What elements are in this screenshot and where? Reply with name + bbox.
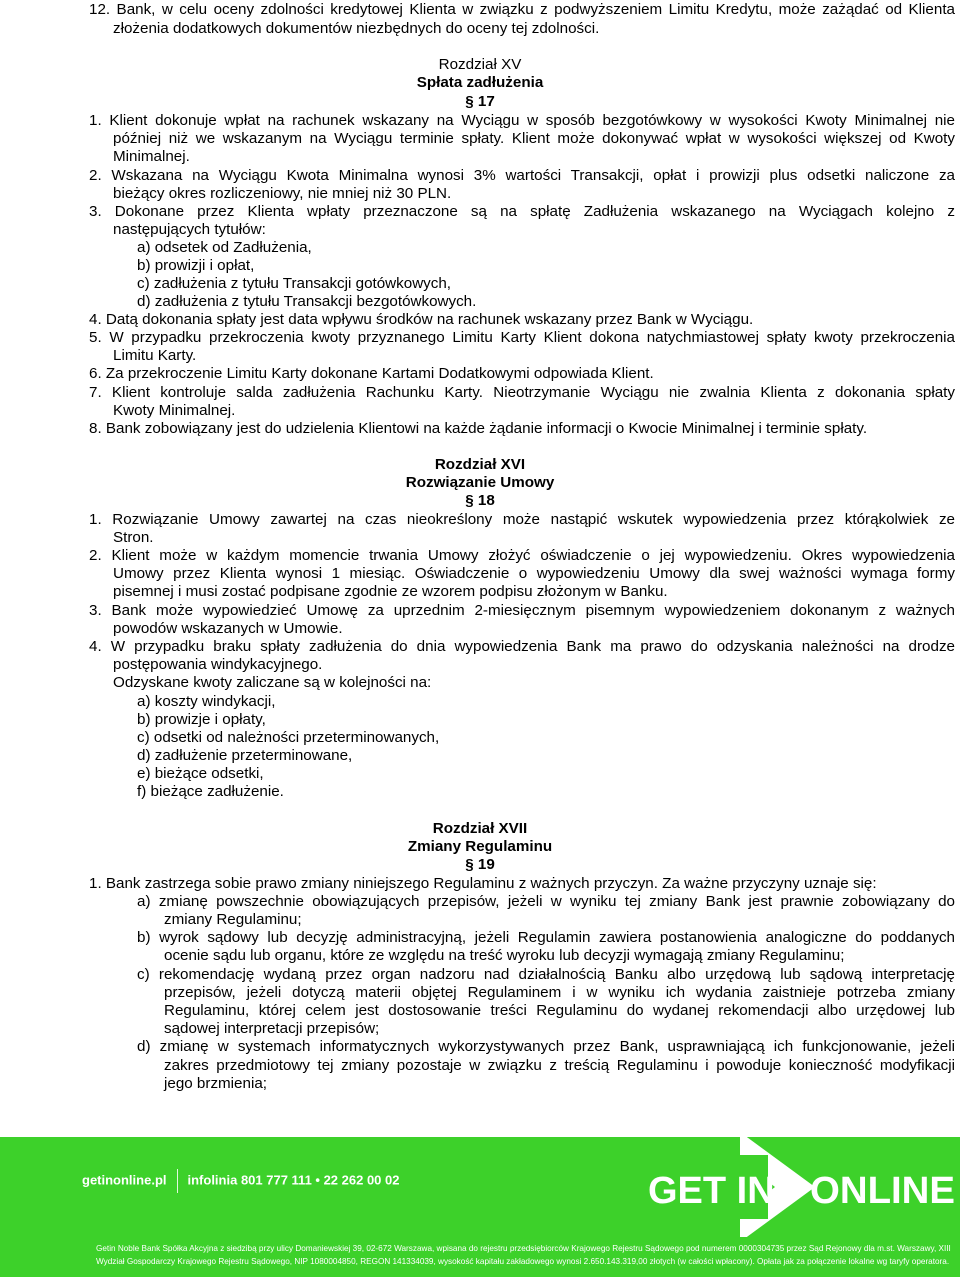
legal-line-2: Wydział Gospodarczy Krajowego Rejestru Sądowego, NIP 1080004850, REGON 141334039, wysokość kapitału zakładowego wynosi 2.650.143.319,00 złotych (w całości wpłacony). Opłata jak za połączenie lokalne wg taryfy operatora.	[96, 1257, 950, 1266]
ch16-line-8: 4. W przypadku braku spłaty zadłużenia do dnia wypowiedzenia Bank ma prawo do odzyskania należności na drodze	[89, 638, 955, 655]
chapter-15-subtitle: Spłata zadłużenia	[416, 74, 544, 91]
ch17-item-c-2: przepisów, jeżeli dotyczą materii objętej Regulaminem i w wyniku ich wydania zaistnieje potrzeba zmiany	[164, 984, 955, 1001]
ch17-item-d-1: d) zmianę w systemach informatycznych wykorzystywanych przez Bank, usprawniającą ich funkcjonowanie, jeżeli	[137, 1038, 955, 1055]
paragraph-18-heading: § 18	[465, 492, 495, 509]
footer-separator	[177, 1169, 178, 1193]
ch17-line-1: 1. Bank zastrzega sobie prawo zmiany niniejszego Regulaminu z ważnych przyczyn. Za ważne przyczyny uznaje się:	[89, 875, 877, 892]
legal-line-1: Getin Noble Bank Spółka Akcyjna z siedzibą przy ulicy Domaniewskiej 39, 02-672 Warszawa, wpisana do rejestru przedsiębiorców Krajowego Rejestru Sądowego pod numerem 0000304735 przez Sąd Rejonowy dla m.st. Warszawy, XIII	[96, 1244, 951, 1253]
ch15-line-6: 3. Dokonane przez Klienta wpłaty przeznaczone są na spłatę Zadłużenia wskazanego na Wyciągach kolejno z	[89, 203, 955, 220]
ch15-item-a: a) odsetek od Zadłużenia,	[137, 239, 312, 256]
chapter-17-title: Rozdział XVII	[432, 820, 528, 837]
paragraph-18-number: 18	[477, 492, 495, 509]
ch16-line-9: postępowania windykacyjnego.	[113, 656, 323, 673]
ch15-line-12: 7. Klient kontroluje salda zadłużenia Rachunku Karty. Nieotrzymanie Wyciągu nie zwalnia Klienta z dokonania spłaty	[89, 384, 955, 401]
ch17-item-a-2: zmiany Regulaminu;	[164, 911, 302, 928]
paragraph-19-number: 19	[477, 856, 495, 873]
ch15-line-11: 6. Za przekroczenie Limitu Karty dokonane Kartami Dodatkowymi odpowiada Klient.	[89, 365, 654, 382]
footer-contact-bar	[82, 1169, 399, 1193]
chapter-16-subtitle: Rozwiązanie Umowy	[405, 474, 555, 491]
ch15-line-14: 8. Bank zobowiązany jest do udzielenia Klientowi na każde żądanie informacji o Kwocie Minimalnej i terminie spłaty.	[89, 420, 868, 437]
ch17-item-d-3: jego brzmienia;	[164, 1075, 267, 1092]
chapter-15-title: Rozdział XV	[438, 56, 522, 73]
ch15-line-1: 1. Klient dokonuje wpłat na rachunek wskazany na Wyciągu w sposób bezgotówkowy w wysokości Kwoty Minimalnej nie	[89, 112, 955, 129]
ch16-item-e: e) bieżące odsetki,	[137, 765, 264, 782]
hotline-text: infolinia 801 777 111 • 22 262 00 02	[187, 1172, 400, 1188]
ch16-line-10: Odzyskane kwoty zaliczane są w kolejności na:	[113, 674, 432, 691]
ch17-item-b-1: b) wyrok sądowy lub decyzję administracyjną, jeżeli Regulamin zawiera postanowienia analogiczne do poddanych	[137, 929, 955, 946]
ch17-item-a-1: a) zmianę powszechnie obowiązujących przepisów, jeżeli w wyniku tej zmiany Bank jest prawnie zobowiązany do	[137, 893, 955, 910]
website-link[interactable]: getinonline.pl	[82, 1172, 167, 1188]
footer-legal-text	[96, 1242, 956, 1268]
ch15-line-13: Kwoty Minimalnej.	[113, 402, 236, 419]
paragraph-17-number: 17	[477, 93, 495, 110]
ch16-line-5: pisemnej i musi zostać podpisane zgodnie ze wzorem podpisu złożonym w Banku.	[113, 583, 668, 600]
ch17-item-c-4: sądowej interpretacji przepisów;	[164, 1020, 380, 1037]
ch15-line-2: później niż we wskazanym na Wyciągu terminie spłaty. Klient może dokonywać wpłat w wysokości większej od Kwoty	[113, 130, 955, 147]
ch15-line-4: 2. Wskazana na Wyciągu Kwota Minimalna wynosi 3% wartości Transakcji, opłat i prowizji plus odsetki naliczone za	[89, 167, 955, 184]
ch15-line-8: 4. Datą dokonania spłaty jest data wpływu środków na rachunek wskazany przez Bank w Wyciągu.	[89, 311, 754, 328]
ch16-item-f: f) bieżące zadłużenie.	[137, 783, 284, 800]
p12-line-1: 12. Bank, w celu oceny zdolności kredytowej Klienta w związku z podwyższeniem Limitu Kredytu, może zażądać od Klienta	[89, 1, 955, 18]
chapter-17-subtitle: Zmiany Regulaminu	[407, 838, 553, 855]
ch16-item-d: d) zadłużenie przeterminowane,	[137, 747, 353, 764]
ch15-line-7: następujących tytułów:	[113, 221, 266, 238]
chapter-16-title: Rozdział XVI	[434, 456, 526, 473]
ch15-line-9: 5. W przypadku przekroczenia kwoty przyznanego Limitu Karty Klient dokona natychmiastowej spłaty kwoty przekroczenia	[89, 329, 955, 346]
ch15-item-c: c) zadłużenia z tytułu Transakcji gotówkowych,	[137, 275, 452, 292]
ch16-line-2: Stron.	[113, 529, 154, 546]
ch16-item-a: a) koszty windykacji,	[137, 693, 276, 710]
ch16-line-7: powodów wskazanych w Umowie.	[113, 620, 343, 637]
footer-banner	[0, 1137, 960, 1277]
ch17-item-d-2: zakres przedmiotowy tej zmiany pozostaje w związku z treścią Regulaminu i powoduje konieczność modyfikacji	[164, 1057, 955, 1074]
ch16-line-6: 3. Bank może wypowiedzieć Umowę za uprzednim 2-miesięcznym pisemnym wypowiedzeniem dokonanym z ważnych	[89, 602, 955, 619]
ch16-item-c: c) odsetki od należności przeterminowanych,	[137, 729, 440, 746]
ch17-item-c-3: Regulaminu, której celem jest dostosowanie treści Regulaminu do wydanej rekomendacji albo urzędowej lub	[164, 1002, 955, 1019]
ch16-line-3: 2. Klient może w każdym momencie trwania Umowy złożyć oświadczenie o jej wypowiedzeniu. Okres wypowiedzenia	[89, 547, 955, 564]
ch16-line-4: Umowy przez Klienta wynosi 1 miesiąc. Oświadczenie o wypowiedzeniu Umowy dla swej ważności wymaga formy	[113, 565, 955, 582]
ch15-item-d: d) zadłużenia z tytułu Transakcji bezgotówkowych.	[137, 293, 477, 310]
paragraph-19-heading: § 19	[465, 856, 495, 873]
logo-online-text: ONLINE	[810, 1170, 955, 1212]
ch15-line-10: Limitu Karty.	[113, 347, 197, 364]
ch17-item-c-1: c) rekomendację wydaną przez organ nadzoru nad działalnością Banku albo urzędową lub sądową interpretację	[137, 966, 955, 983]
ch16-line-1: 1. Rozwiązanie Umowy zawartej na czas nieokreślony może nastąpić wskutek wypowiedzenia przez którąkolwiek ze	[89, 511, 955, 528]
ch15-line-3: Minimalnej.	[113, 148, 190, 165]
p12-line-2: złożenia dodatkowych dokumentów niezbędnych do oceny tej zdolności.	[113, 20, 600, 37]
ch15-item-b: b) prowizji i opłat,	[137, 257, 255, 274]
ch16-item-b: b) prowizje i opłaty,	[137, 711, 266, 728]
paragraph-17-heading: § 17	[465, 93, 495, 110]
ch15-line-5: bieżący okres rozliczeniowy, nie mniej niż 30 PLN.	[113, 185, 452, 202]
logo-get-in-text: GET IN	[648, 1170, 775, 1212]
ch17-item-b-2: ocenie sądu lub organu, które ze względu na treść wyroku lub decyzji wymagają zmiany Regulaminu;	[164, 947, 845, 964]
getin-online-logo	[640, 1137, 960, 1237]
